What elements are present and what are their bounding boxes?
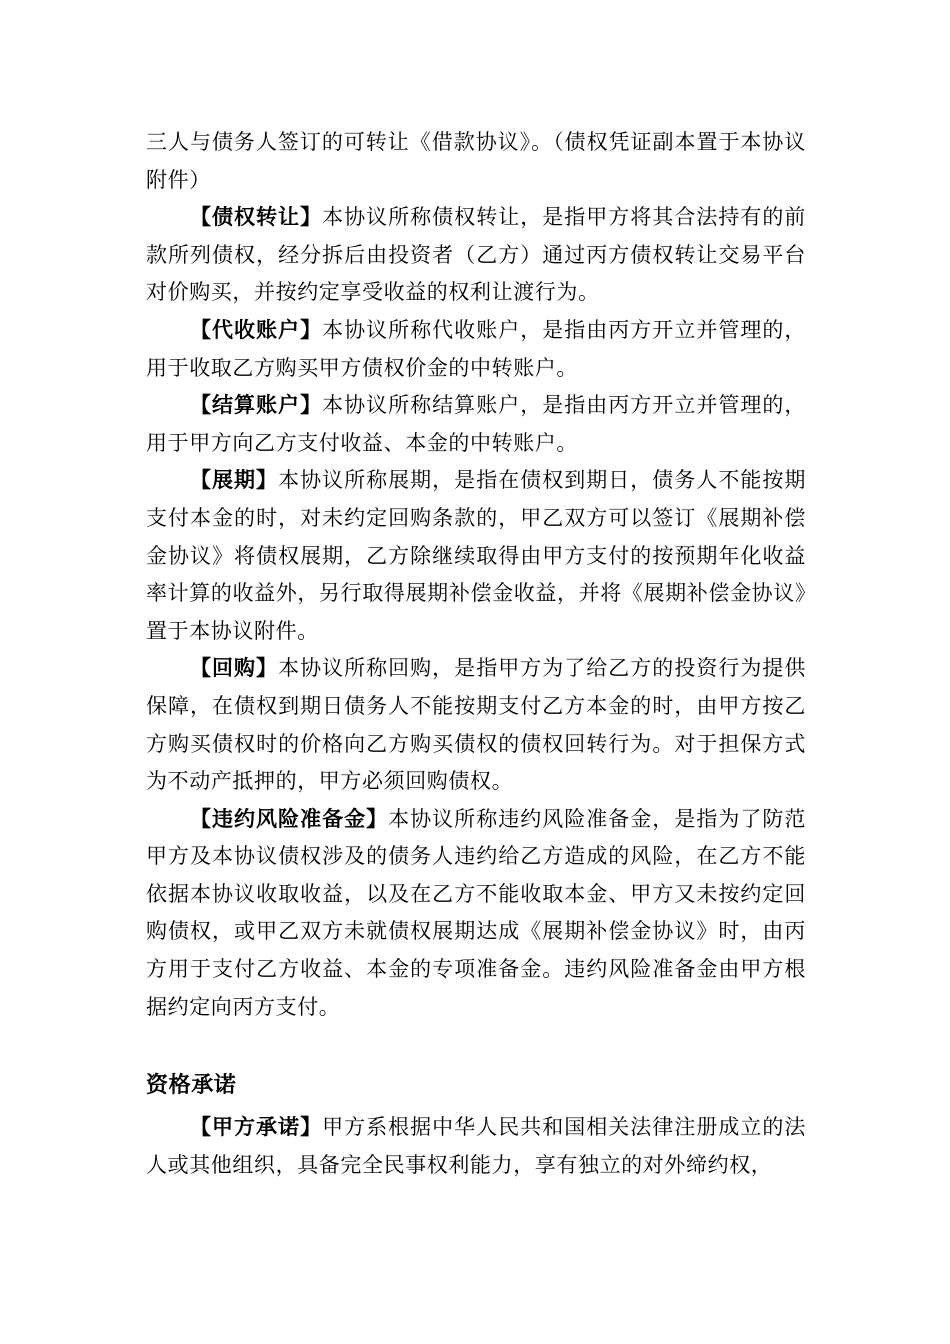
commitment-text: 甲方系根据中华人民共和国相关法律注册成立的法人或其他组织，具备完全民事权利能力，享有独立的对外缔约权， (146, 1115, 806, 1177)
commitment-term: 【甲方承诺】 (190, 1115, 323, 1140)
definition-repurchase (146, 650, 806, 800)
party-a-commitment (146, 1109, 806, 1184)
definition-text: 本协议所称回购，是指甲方为了给乙方的投资行为提供保障，在债权到期日债务人不能按期支付乙方本金的时，由甲方按乙方购买债权时的价格向乙方购买债权的债权回转行为。对于担保方式为不动产抵押的，甲方必须回购债权。 (146, 656, 806, 794)
definition-term: 【回购】 (190, 656, 279, 681)
definition-text: 本协议所称违约风险准备金，是指为了防范甲方及本协议债权涉及的债务人违约给乙方造成的风险，在乙方不能依据本协议收取收益，以及在乙方不能收取本金、甲方又未按约定回购债权，或甲乙双方未就债权展期达成《展期补偿金协议》时，由丙方用于支付乙方收益、本金的专项准备金。违约风险准备金由甲方根据约定向丙方支付。 (146, 806, 806, 1019)
section-heading: 资格承诺 (146, 1073, 237, 1099)
definition-text: 本协议所称债权转让，是指甲方将其合法持有的前款所列债权，经分拆后由投资者（乙方）通过丙方债权转让交易平台对价购买，并按约定享受收益的权利让渡行为。 (146, 205, 806, 305)
definition-settlement-account (146, 387, 806, 462)
definition-term: 【展期】 (190, 468, 279, 493)
definition-default-risk-reserve (146, 801, 806, 1027)
definition-debt-transfer (146, 199, 806, 312)
definition-text: 本协议所称结算账户，是指由丙方开立并管理的，用于甲方向乙方支付收益、本金的中转账户。 (146, 393, 806, 455)
opening-paragraph: 三人与债务人签订的可转让《借款协议》。（债权凭证副本置于本协议附件） (146, 130, 806, 192)
definition-term: 【结算账户】 (190, 393, 323, 418)
definition-term: 【违约风险准备金】 (190, 806, 389, 831)
definition-collection-account (146, 312, 806, 387)
definition-text: 本协议所称展期，是指在债权到期日，债务人不能按期支付本金的时，对未约定回购条款的，甲乙双方可以签订《展期补偿金协议》将债权展期，乙方除继续取得由甲方支付的按预期年化收益率计算的收益外，另行取得展期补偿金收益，并将《展期补偿金协议》置于本协议附件。 (146, 468, 806, 643)
definition-term: 【代收账户】 (190, 317, 323, 342)
definition-term: 【债权转让】 (190, 205, 323, 230)
definition-text: 本协议所称代收账户，是指由丙方开立并管理的，用于收取乙方购买甲方债权价金的中转账户。 (146, 317, 806, 380)
document-body (146, 124, 806, 1184)
definition-extension (146, 462, 806, 650)
